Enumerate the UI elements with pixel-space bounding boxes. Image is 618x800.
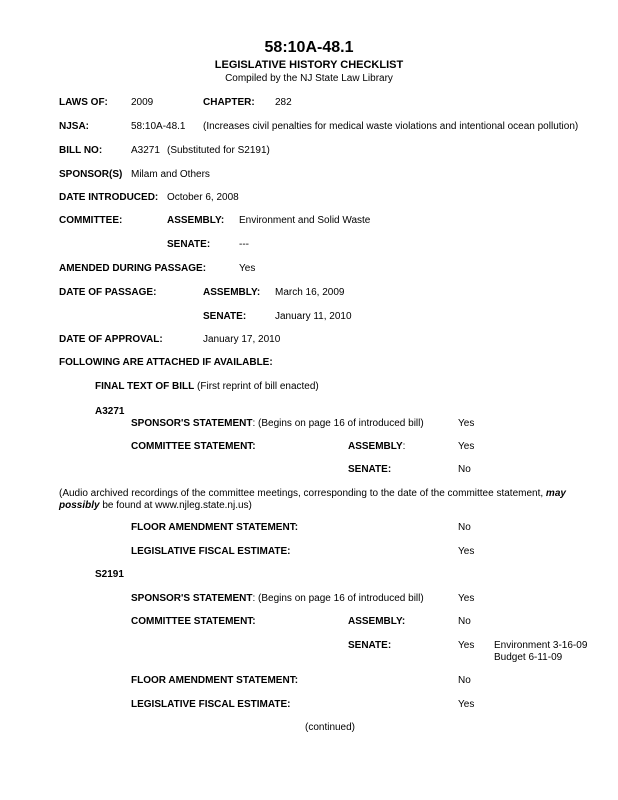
s2191-floor-value: No: [458, 675, 471, 686]
chapter-label: CHAPTER:: [203, 97, 255, 108]
a3271-assembly-value: Yes: [458, 441, 475, 452]
a3271-assembly-label: ASSEMBLY: [348, 441, 403, 452]
amended-value: Yes: [239, 263, 256, 274]
chapter-value: 282: [275, 97, 292, 108]
laws-of-value: 2009: [131, 97, 154, 108]
amended-label: AMENDED DURING PASSAGE:: [59, 263, 207, 274]
njsa-description: (Increases civil penalties for medical waste violations and intentional ocean pollution): [203, 121, 579, 132]
s2191-committee-statement-label: COMMITTEE STATEMENT:: [131, 616, 256, 627]
committee-label: COMMITTEE:: [59, 215, 123, 226]
a3271-fiscal-label: LEGISLATIVE FISCAL ESTIMATE:: [131, 546, 291, 557]
passage-senate-label: SENATE:: [203, 311, 247, 322]
njsa-label: NJSA:: [59, 121, 90, 132]
committee-senate-label: SENATE:: [167, 239, 211, 250]
a3271-senate-value: No: [458, 464, 471, 475]
sponsors-label: SPONSOR(S): [59, 169, 123, 180]
a3271-heading: A3271: [95, 406, 125, 417]
passage-assembly-value: March 16, 2009: [275, 287, 345, 298]
a3271-sponsor-statement-row: [131, 418, 424, 430]
date-introduced-label: DATE INTRODUCED:: [59, 192, 159, 203]
final-text-row: [95, 381, 319, 393]
final-text-note: (First reprint of bill enacted): [197, 381, 319, 392]
s2191-senate-value: Yes: [458, 640, 475, 651]
committee-assembly-label: ASSEMBLY:: [167, 215, 225, 226]
s2191-senate-detail-1: Environment 3-16-09: [494, 640, 588, 651]
a3271-committee-statement-label: COMMITTEE STATEMENT:: [131, 441, 256, 452]
s2191-floor-label: FLOOR AMENDMENT STATEMENT:: [131, 675, 299, 686]
s2191-fiscal-value: Yes: [458, 699, 475, 710]
s2191-assembly-label: ASSEMBLY:: [348, 616, 406, 627]
s2191-fiscal-label: LEGISLATIVE FISCAL ESTIMATE:: [131, 699, 291, 710]
date-introduced-value: October 6, 2008: [167, 192, 239, 203]
committee-senate-value: ---: [239, 239, 249, 250]
passage-assembly-label: ASSEMBLY:: [203, 287, 261, 298]
following-label: FOLLOWING ARE ATTACHED IF AVAILABLE:: [59, 357, 273, 368]
audio-note-part-1: (Audio archived recordings of the committee meetings, corresponding to the date of the committee statement,: [59, 488, 546, 499]
s2191-sponsor-statement-value: Yes: [458, 593, 475, 604]
a3271-sponsor-statement-note: : (Begins on page 16 of introduced bill): [252, 418, 424, 429]
s2191-sponsor-statement-label: SPONSOR'S STATEMENT: [131, 593, 253, 604]
s2191-assembly-value: No: [458, 616, 471, 627]
s2191-senate-label: SENATE:: [348, 640, 392, 651]
audio-archive-note: [59, 488, 579, 512]
a3271-assembly-colon: :: [402, 441, 406, 452]
date-approval-label: DATE OF APPROVAL:: [59, 334, 163, 345]
s2191-heading: S2191: [95, 569, 124, 580]
s2191-sponsor-statement-row: [131, 593, 424, 605]
audio-note-emphasis: may possibly: [59, 488, 566, 511]
audio-note-part-2: be found at www.njleg.state.nj.us): [99, 500, 252, 511]
compiled-by: Compiled by the NJ State Law Library: [225, 73, 393, 84]
a3271-senate-label: SENATE:: [348, 464, 392, 475]
a3271-assembly-row: [348, 441, 405, 453]
statute-number: 58:10A-48.1: [264, 39, 354, 56]
bill-no-value: A3271: [131, 145, 160, 156]
a3271-fiscal-value: Yes: [458, 546, 475, 557]
bill-no-note: (Substituted for S2191): [167, 145, 270, 156]
passage-senate-value: January 11, 2010: [275, 311, 352, 322]
date-passage-label: DATE OF PASSAGE:: [59, 287, 157, 298]
date-approval-value: January 17, 2010: [203, 334, 281, 345]
s2191-senate-detail-2: Budget 6-11-09: [494, 652, 563, 663]
a3271-sponsor-statement-label: SPONSOR'S STATEMENT: [131, 418, 253, 429]
final-text-label: FINAL TEXT OF BILL: [95, 381, 195, 392]
s2191-sponsor-statement-note: : (Begins on page 16 of introduced bill): [252, 593, 424, 604]
sponsors-value: Milam and Others: [131, 169, 210, 180]
njsa-value: 58:10A-48.1: [131, 121, 186, 132]
bill-no-label: BILL NO:: [59, 145, 103, 156]
a3271-floor-value: No: [458, 522, 471, 533]
laws-of-label: LAWS OF:: [59, 97, 108, 108]
page-title: LEGISLATIVE HISTORY CHECKLIST: [214, 59, 404, 71]
committee-assembly-value: Environment and Solid Waste: [239, 215, 371, 226]
continued-note: (continued): [304, 722, 356, 733]
a3271-sponsor-statement-value: Yes: [458, 418, 475, 429]
a3271-floor-label: FLOOR AMENDMENT STATEMENT:: [131, 522, 299, 533]
